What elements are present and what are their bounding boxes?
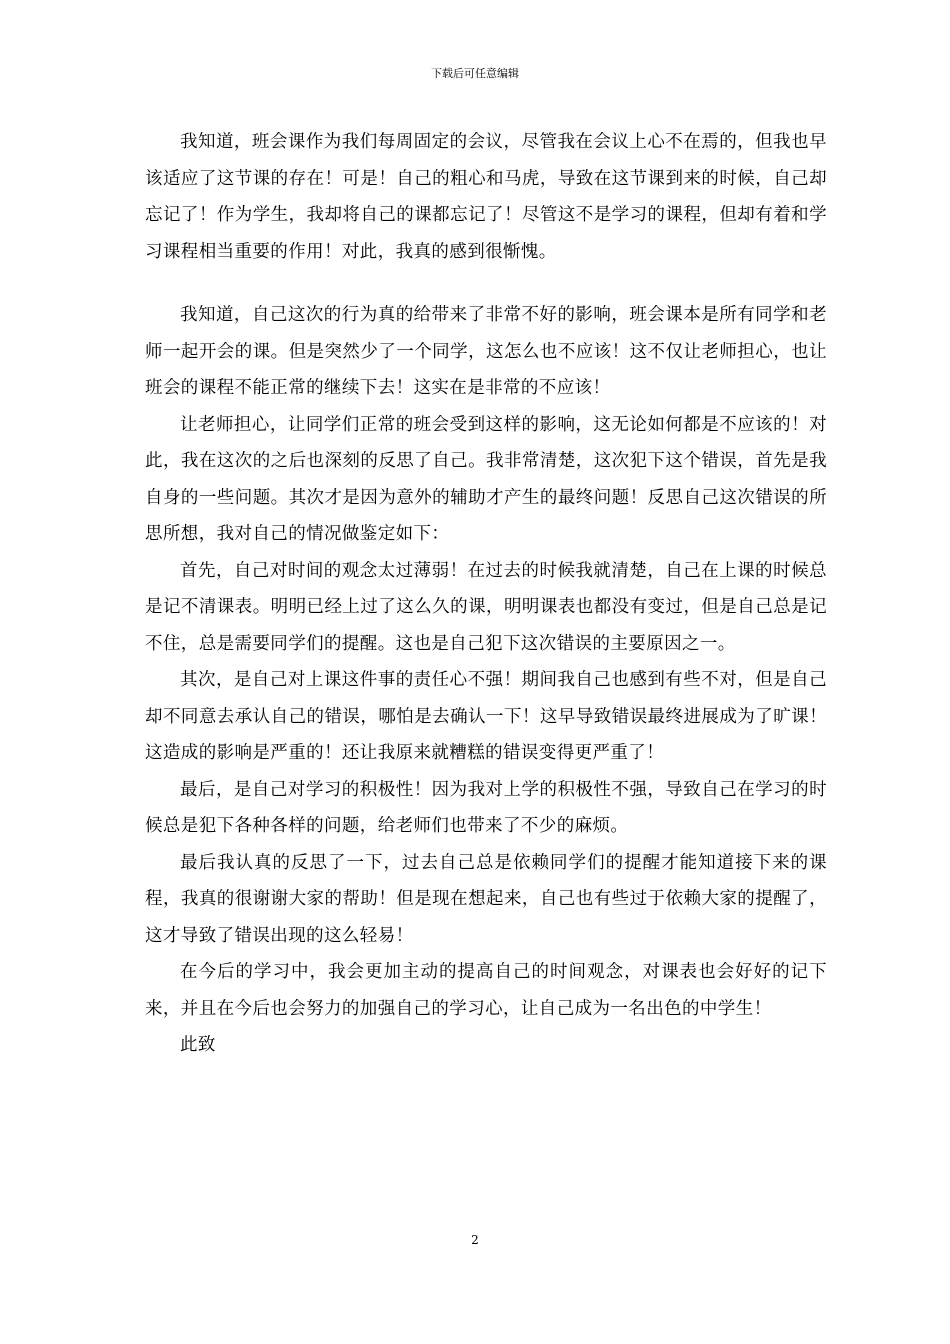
- page-number: 2: [471, 1233, 479, 1247]
- paragraph-1: 我知道，班会课作为我们每周固定的会议，尽管我在会议上心不在焉的，但我也早该适应了这节课的存在！可是！自己的粗心和马虎，导致在这节课到来的时候，自己却忘记了！作为学生，我却将自己的课都忘记了！尽管这不是学习的课程，但却有着和学习课程相当重要的作用！对此，我真的感到很惭愧。: [145, 132, 827, 262]
- paragraph-5: 其次，是自己对上课这件事的责任心不强！期间我自己也感到有些不对，但是自己却不同意去承认自己的错误，哪怕是去确认一下！这早导致错误最终进展成为了旷课！这造成的影响是严重的！还让我原来就糟糕的错误变得更严重了！: [145, 670, 827, 763]
- paragraph-4: 首先，自己对时间的观念太过薄弱！在过去的时候我就清楚，自己在上课的时候总是记不清课表。明明已经上过了这么久的课，明明课表也都没有变过，但是自己总是记不住，总是需要同学们的提醒。这也是自己犯下这次错误的主要原因之一。: [145, 560, 827, 654]
- page-header: 下载后可任意编辑: [431, 67, 519, 80]
- paragraph-7: 最后我认真的反思了一下，过去自己总是依赖同学们的提醒才能知道接下来的课程，我真的很谢谢大家的帮助！但是现在想起来，自己也有些过于依赖大家的提醒了，这才导致了错误出现的这么轻易！: [145, 852, 827, 946]
- paragraph-8: 在今后的学习中，我会更加主动的提高自己的时间观念，对课表也会好好的记下来，并且在今后也会努力的加强自己的学习心，让自己成为一名出色的中学生！: [145, 962, 827, 1019]
- paragraph-3: 让老师担心，让同学们正常的班会受到这样的影响，这无论如何都是不应该的！对此，我在这次的之后也深刻的反思了自己。我非常清楚，这次犯下这个错误，首先是我自身的一些问题。其次才是因为意外的辅助才产生的最终问题！反思自己这次错误的所思所想，我对自己的情况做鉴定如下：: [145, 414, 827, 544]
- closing-salutation: 此致: [180, 1035, 216, 1055]
- paragraph-2: 我知道，自己这次的行为真的给带来了非常不好的影响，班会课本是所有同学和老师一起开会的课。但是突然少了一个同学，这怎么也不应该！这不仅让老师担心，也让班会的课程不能正常的继续下去！这实在是非常的不应该！: [145, 305, 827, 398]
- document-body: [145, 124, 827, 1064]
- paragraph-6: 最后，是自己对学习的积极性！因为我对上学的积极性不强，导致自己在学习的时候总是犯下各种各样的问题，给老师们也带来了不少的麻烦。: [145, 779, 827, 836]
